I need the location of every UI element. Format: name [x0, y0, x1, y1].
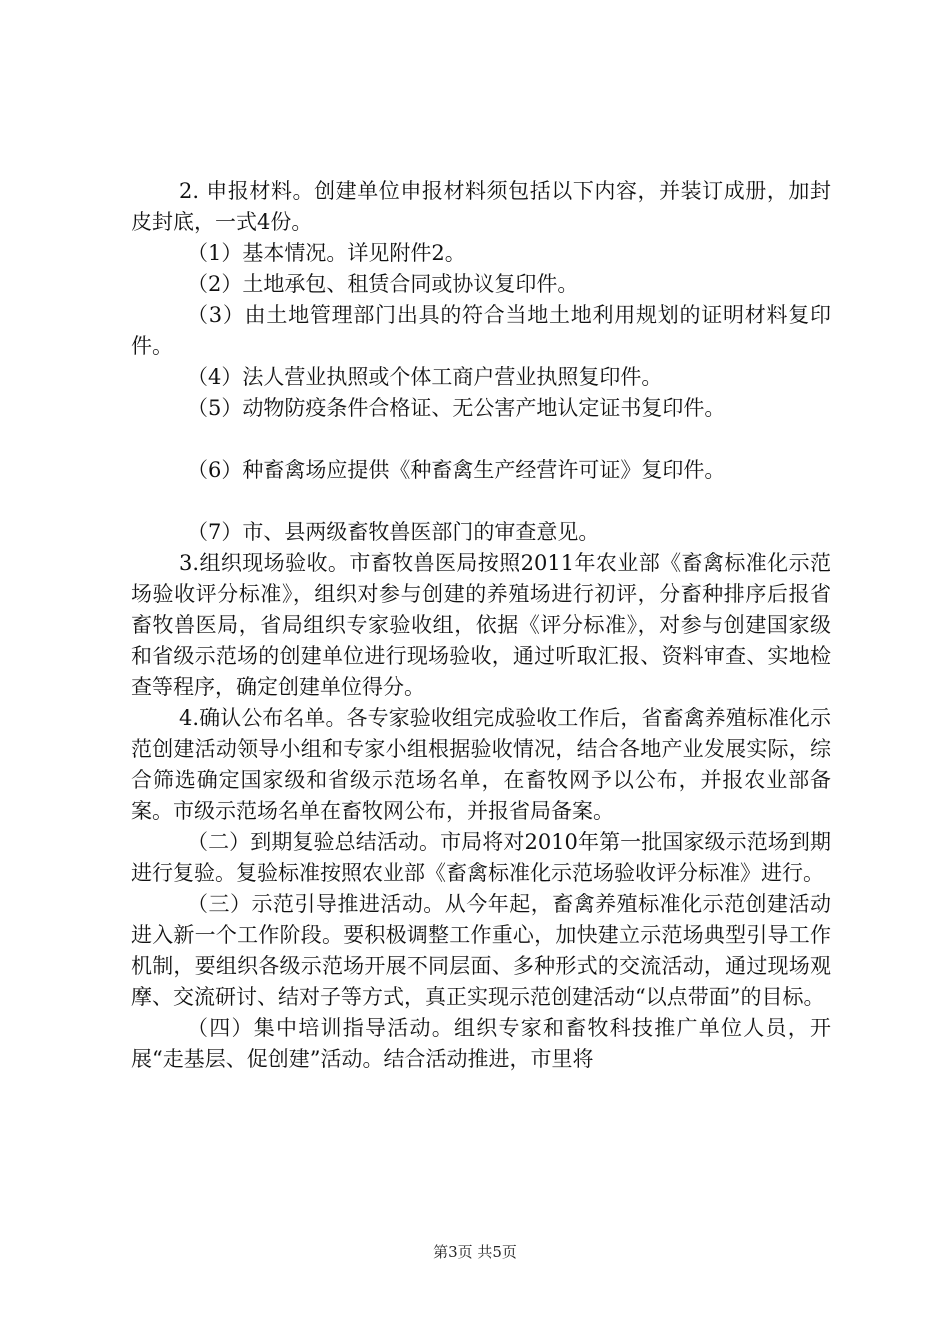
- paragraph-reinspection: （二）到期复验总结活动。市局将对2010年第一批国家级示范场到期进行复验。复验标准按照农业部《畜禽标准化示范场验收评分标准》进行。: [131, 830, 831, 885]
- list-item-land-certificate: （3）由土地管理部门出具的符合当地土地利用规划的证明材料复印件。: [131, 303, 831, 358]
- paragraph-site-acceptance: 3.组织现场验收。市畜牧兽医局按照2011年农业部《畜禽标准化示范场验收评分标准》，组织对参与创建的养殖场进行初评，分畜种排序后报省畜牧兽医局，省局组织专家验收组，依据《评分标准》，对参与创建国家级和省级示范场的创建单位进行现场验收，通过听取汇报、资料审查、实地检查等程序，确定创建单位得分。: [131, 551, 831, 699]
- document-body: [131, 176, 831, 1075]
- paragraph-demonstration: （三）示范引导推进活动。从今年起，畜禽养殖标准化示范创建活动进入新一个工作阶段。要积极调整工作重心，加快建立示范场典型引导工作机制，要组织各级示范场开展不同层面、多种形式的交流活动，通过现场观摩、交流研讨、结对子等方式，真正实现示范创建活动“以点带面”的目标。: [131, 892, 831, 1009]
- paragraph-publish-list: 4.确认公布名单。各专家验收组完成验收工作后，省畜禽养殖标准化示范创建活动领导小组和专家小组根据验收情况，结合各地产业发展实际，综合筛选确定国家级和省级示范场名单，在畜牧网予以公布，并报农业部备案。市级示范场名单在畜牧网公布，并报省局备案。: [131, 706, 831, 823]
- list-item-review-opinion: （7）市、县两级畜牧兽医部门的审查意见。: [187, 520, 600, 544]
- list-item-epidemic-certificate: （5）动物防疫条件合格证、无公害产地认定证书复印件。: [187, 396, 726, 420]
- list-item-basic-info: （1）基本情况。详见附件2。: [187, 241, 466, 265]
- list-item-land-contract: （2）土地承包、租赁合同或协议复印件。: [187, 272, 579, 296]
- paragraph-training: （四）集中培训指导活动。组织专家和畜牧科技推广单位人员，开展“走基层、促创建”活动。结合活动推进，市里将: [131, 1016, 831, 1071]
- list-item-breeding-license: （6）种畜禽场应提供《种畜禽生产经营许可证》复印件。: [187, 458, 726, 482]
- page-number-footer: 第3页 共5页: [433, 1243, 517, 1261]
- list-item-business-license: （4）法人营业执照或个体工商户营业执照复印件。: [187, 365, 663, 389]
- paragraph-application-materials: 2. 申报材料。创建单位申报材料须包括以下内容，并装订成册，加封皮封底，一式4份。: [131, 179, 831, 234]
